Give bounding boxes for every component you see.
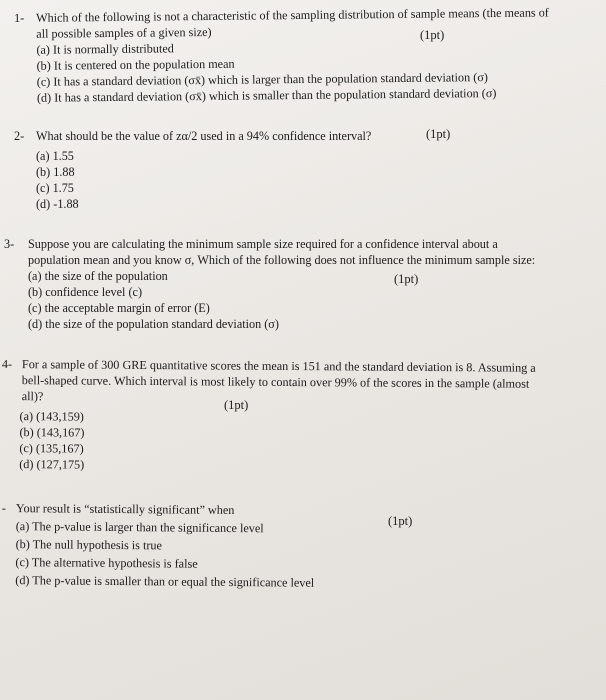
question-2-number: 2- — [14, 129, 25, 143]
question-4-number: 4- — [1, 356, 13, 372]
question-5-option-c: (c) The alternative hypothesis is false — [15, 555, 198, 571]
question-5-stem: - Your result is “statistically significant” when — [1, 500, 235, 518]
question-3-number: 3- — [4, 237, 15, 251]
question-3-option-b: (b) confidence level (c) — [28, 285, 143, 299]
question-4 — [1, 356, 536, 476]
question-1-points: (1pt) — [420, 28, 445, 42]
question-2-option-a: (a) 1.55 — [36, 149, 74, 163]
question-5-option-d: (d) The p-value is smaller than or equal the significance level — [15, 573, 315, 590]
question-4-option-d: (d) (127,175) — [19, 457, 85, 472]
question-2-option-b: (b) 1.88 — [36, 165, 75, 179]
question-5-points: (1pt) — [388, 514, 413, 528]
question-3 — [4, 236, 535, 332]
question-2-option-d: (d) -1.88 — [36, 197, 79, 211]
question-2-option-c: (c) 1.75 — [36, 181, 74, 195]
question-1-option-b: (b) It is centered on the population mean — [36, 56, 235, 73]
question-4-option-c: (c) (135,167) — [19, 441, 84, 456]
question-3-stem-line-2: population mean and you know σ, Which of the following does not influence the minimum sample size: — [28, 253, 536, 267]
question-4-stem-line-2: bell-shaped curve. Which interval is most likely to contain over 99% of the scores in the sample (almost — [21, 373, 530, 391]
question-3-option-a: (a) the size of the population — [28, 269, 168, 283]
question-4-stem-line-1: 4- For a sample of 300 GRE quantitative scores the mean is 151 and the standard deviation is 8. Assuming a — [1, 356, 536, 375]
question-2-points: (1pt) — [426, 127, 451, 141]
question-4-option-a: (a) (143,159) — [19, 409, 84, 424]
question-4-stem-line-3: all)? — [21, 389, 44, 404]
question-1-option-a: (a) It is normally distributed — [36, 41, 174, 57]
question-3-option-c: (c) the acceptable margin of error (E) — [28, 301, 210, 315]
question-1-stem-line-1: 1- Which of the following is not a characteristic of the sampling distribution of sample means (the means of — [14, 5, 549, 25]
question-3-stem-line-1: 3- Suppose you are calculating the minimum sample size required for a confidence interval about a — [4, 237, 498, 251]
question-5-number: - — [1, 500, 7, 516]
question-1-stem-line-2: all possible samples of a given size) — [36, 24, 212, 41]
question-1-option-c: (c) It has a standard deviation (σx̄) which is larger than the population standard deviation (σ) — [36, 70, 488, 89]
question-4-option-b: (b) (143,167) — [19, 425, 85, 440]
question-2-stem: 2- What should be the value of zα/2 used in a 94% confidence interval? — [14, 129, 372, 143]
question-3-points: (1pt) — [394, 272, 419, 286]
question-2 — [14, 128, 371, 212]
question-5 — [1, 500, 315, 591]
question-4-points: (1pt) — [224, 398, 249, 412]
question-1 — [14, 4, 550, 106]
question-5-option-a: (a) The p-value is larger than the significance level — [15, 519, 264, 536]
question-1-option-d: (d) It has a standard deviation (σx̄) which is smaller than the population standard deviation (σ) — [36, 85, 497, 105]
question-5-option-b: (b) The null hypothesis is true — [15, 537, 163, 553]
question-1-number: 1- — [14, 10, 25, 25]
question-3-option-d: (d) the size of the population standard deviation (σ) — [28, 317, 279, 331]
